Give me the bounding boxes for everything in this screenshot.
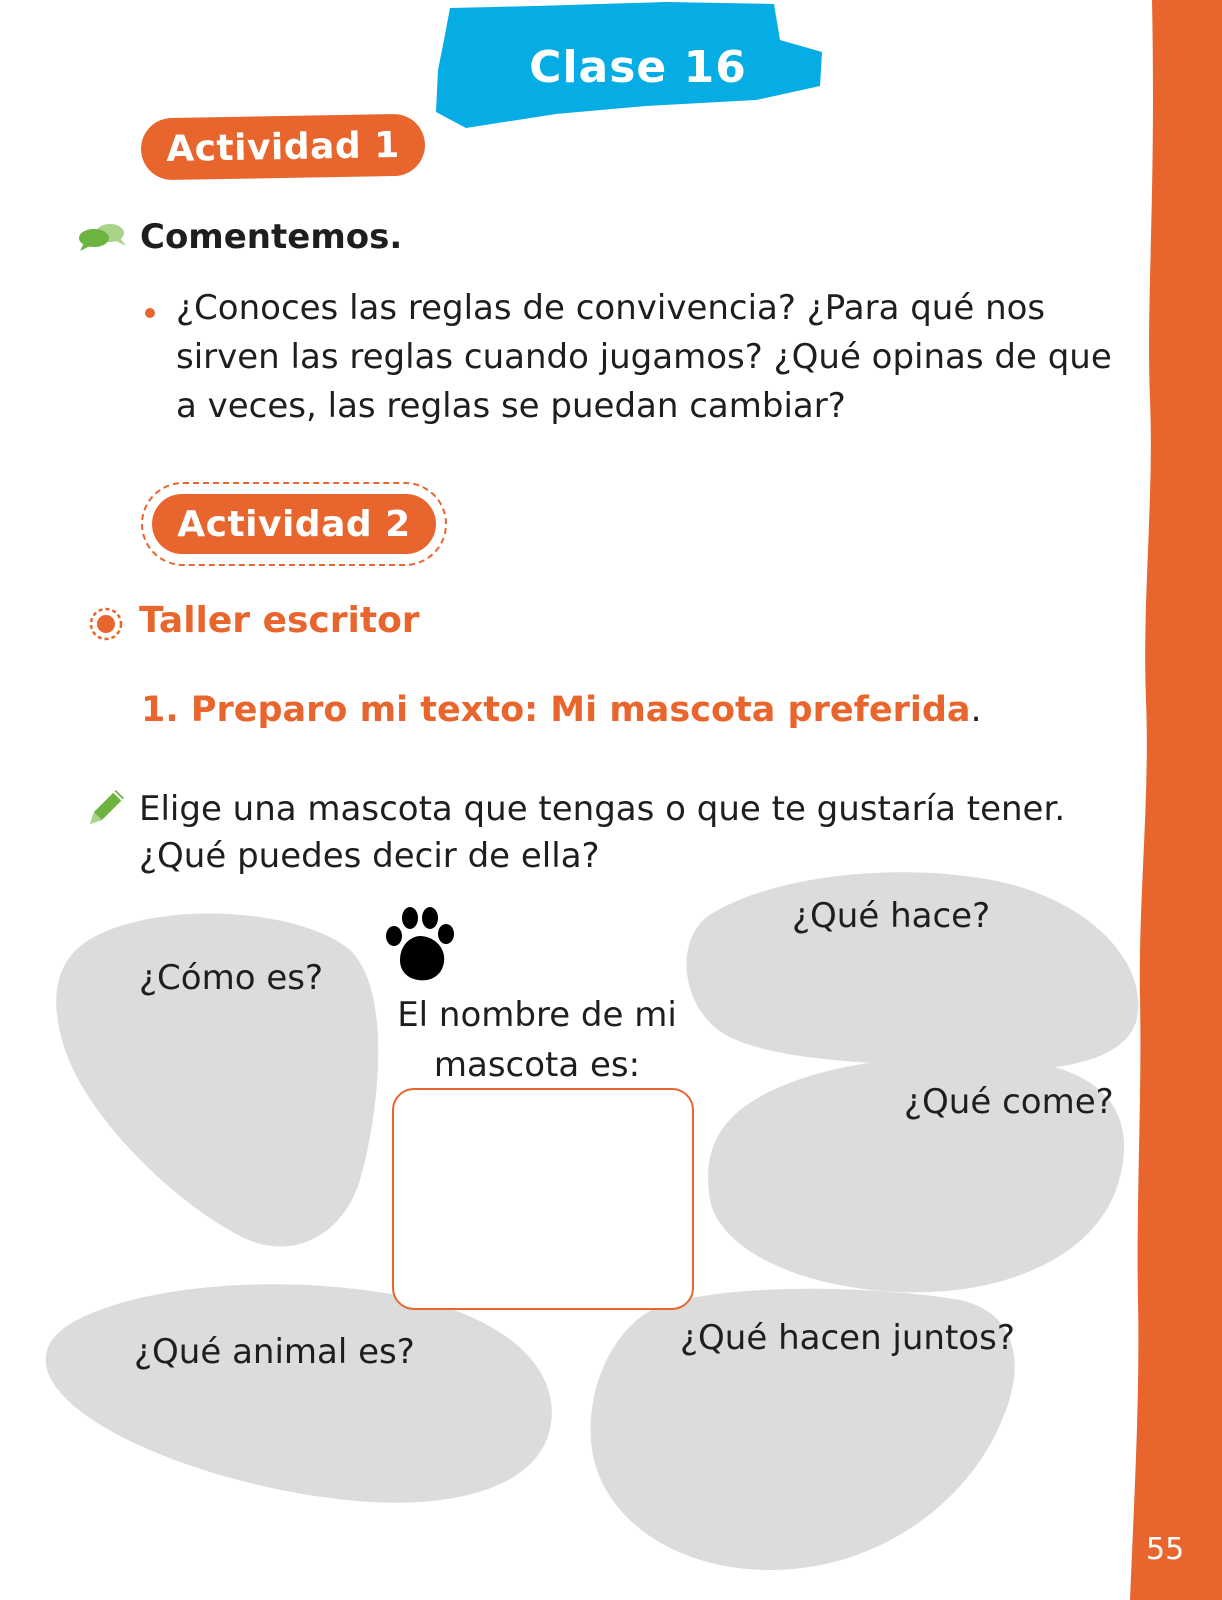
- activity-2-badge: Actividad 2: [152, 494, 436, 554]
- section-title: Taller escritor: [139, 600, 420, 641]
- bubble-label-que-animal: ¿Qué animal es?: [134, 1332, 415, 1372]
- discussion-questions: ¿Conoces las reglas de convivencia? ¿Para qué nos sirven las reglas cuando jugamos? ¿Qué opinas de que a veces, las reglas se puedan cambiar?: [176, 288, 1112, 426]
- bubble-label-que-hace: ¿Qué hace?: [792, 896, 991, 936]
- bubble-label-que-hacen-juntos: ¿Qué hacen juntos?: [680, 1318, 1015, 1358]
- bubble-que-animal: [46, 1284, 552, 1503]
- paw-print-icon: [380, 904, 460, 984]
- instruction-text: Elige una mascota que tengas o que te gustaría tener. ¿Qué puedes decir de ella?: [139, 789, 1066, 876]
- page-title: Clase 16: [529, 42, 747, 93]
- activity-1-badge: Actividad 1: [140, 114, 425, 181]
- bubble-label-como-es: ¿Cómo es?: [139, 958, 323, 998]
- pet-name-prompt: El nombre de mi mascota es:: [397, 995, 677, 1085]
- bubble-label-que-come: ¿Qué come?: [904, 1082, 1114, 1122]
- page-number: 55: [1146, 1532, 1185, 1567]
- step-title-text: 1. Preparo mi texto: Mi mascota preferida: [141, 690, 971, 730]
- step-title-period: .: [970, 690, 982, 730]
- comment-heading: Comentemos.: [140, 217, 403, 257]
- pet-name-answer-box[interactable]: [392, 1088, 694, 1310]
